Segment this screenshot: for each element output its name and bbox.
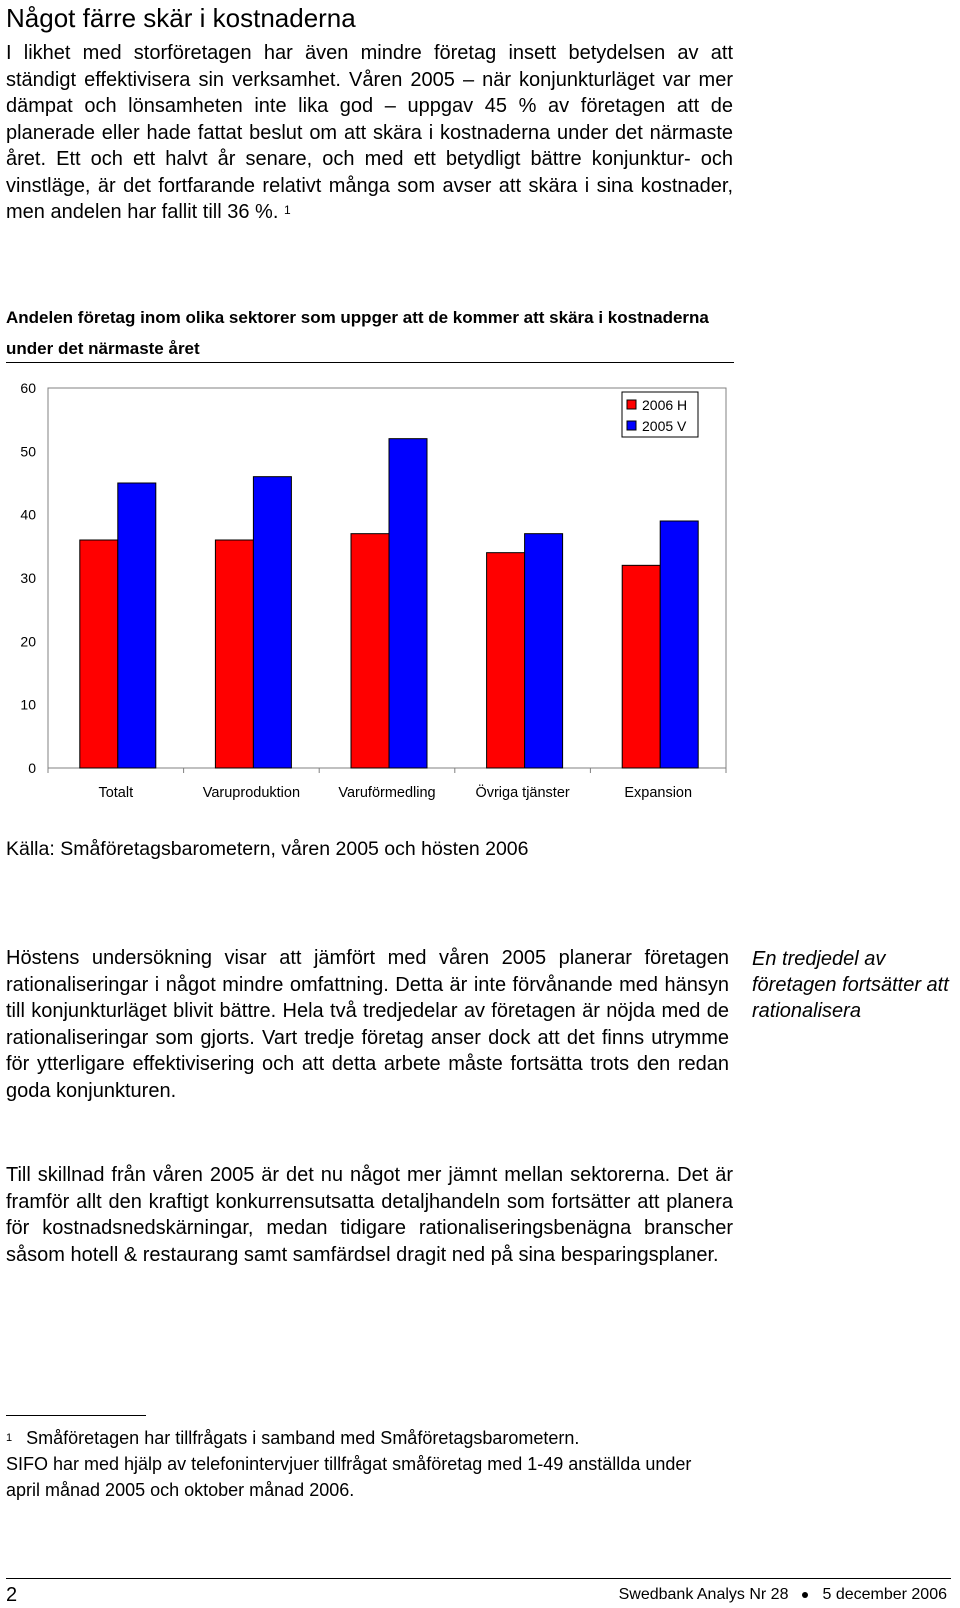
legend-swatch (627, 400, 636, 409)
bar-series-2 (525, 534, 563, 768)
y-tick-label: 20 (20, 633, 36, 650)
x-category-label: Övriga tjänster (475, 785, 570, 800)
legend-label: 2005 V (642, 418, 687, 434)
footnote-rule (6, 1415, 146, 1416)
x-category-label: Varuförmedling (338, 785, 436, 800)
y-tick-label: 10 (20, 696, 36, 713)
intro-paragraph-text: I likhet med storföretagen har även mindre företag insett betydelsen av att ständigt effektivisera sin verksamhet. Våren 2005 – när konjunkturläget var mer dämpat och lönsamheten inte lika god – uppgav 45 % av företagen att de planerade eller hade fattat beslut om att skära i kostnaderna under det närmaste året. Ett och ett halvt år senare, och med ett betydligt bättre konjunktur- och vinstläge, är det fortfarande relativt många som avser att skära i sina kostnader, men andelen har fallit till 36 %. (6, 42, 733, 223)
bullet-separator-icon (802, 1592, 808, 1598)
legend-swatch (627, 421, 636, 430)
y-tick-label: 0 (28, 760, 36, 776)
analysis-paragraph: Höstens undersökning visar att jämfört med våren 2005 planerar företagen rationaliseringar i något mindre omfattning. Detta är inte förvånande med hänsyn till konjunkturläget blivit bättre. Hela två tredjedelar av företagen är nöjda med de rationaliseringar som gjorts. Vart tredje företag anser dock att det finns utrymme för ytterligare effektivisering och att detta arbete måste fortsätta trots den redan goda konjunkturen. (6, 947, 729, 1102)
bar-series-1 (622, 565, 660, 768)
footer-rule (6, 1578, 951, 1579)
bar-series-1 (80, 540, 118, 768)
x-category-label: Varuproduktion (202, 785, 301, 800)
bar-chart (0, 380, 730, 800)
y-tick-label: 40 (20, 506, 36, 523)
footnote-reference[interactable]: 1 (283, 203, 291, 217)
x-category-label: Totalt (98, 785, 134, 800)
footnote-line-1 (6, 1425, 706, 1451)
bar-series-1 (351, 534, 389, 768)
bar-series-2 (389, 439, 427, 768)
y-tick-label: 60 (20, 380, 36, 396)
bar-series-2 (118, 483, 156, 768)
legend-label: 2006 H (642, 397, 688, 413)
bar-series-2 (660, 521, 698, 768)
page-heading: Något färre skär i kostnaderna (6, 3, 356, 33)
chart-title-rule (6, 362, 734, 363)
publication-name: Swedbank Analys Nr 28 (618, 1586, 789, 1603)
footnote-line-1-text: Småföretagen har tillfrågats i samband med Småföretagsbarometern. (26, 1428, 580, 1448)
y-tick-label: 50 (20, 443, 36, 460)
bar-series-1 (215, 540, 253, 768)
footnote (6, 1425, 706, 1503)
bar-series-1 (487, 553, 525, 768)
publication-date: 5 december 2006 (822, 1586, 947, 1603)
footer-publication-info (619, 1586, 947, 1604)
y-tick-label: 30 (20, 570, 36, 586)
chart-source: Källa: Småföretagsbarometern, våren 2005 och hösten 2006 (6, 838, 529, 860)
footnote-line-2: SIFO har med hjälp av telefonintervjuer tillfrågat småföretag med 1-49 anställda under april månad 2005 och oktober månad 2006. (6, 1454, 692, 1500)
intro-paragraph (6, 40, 733, 226)
bar-series-2 (253, 477, 291, 768)
x-category-label: Expansion (624, 785, 693, 800)
footnote-number: 1 (6, 1432, 13, 1444)
chart-title: Andelen företag inom olika sektorer som uppger att de kommer att skära i kostnaderna under det närmaste året (6, 308, 709, 358)
sector-paragraph: Till skillnad från våren 2005 är det nu något mer jämnt mellan sektorerna. Det är framför allt den kraftigt konkurrensutsatta detaljhandeln som fortsätter att planera för kostnadsnedskärningar, medan tidigare rationaliseringsbenägna branscher såsom hotell & restaurang samt samfärdsel dragit ned på sina besparingsplaner. (6, 1164, 733, 1266)
margin-note: En tredjedel av företagen fortsätter att rationalisera (752, 948, 949, 1022)
page-number: 2 (6, 1584, 18, 1606)
